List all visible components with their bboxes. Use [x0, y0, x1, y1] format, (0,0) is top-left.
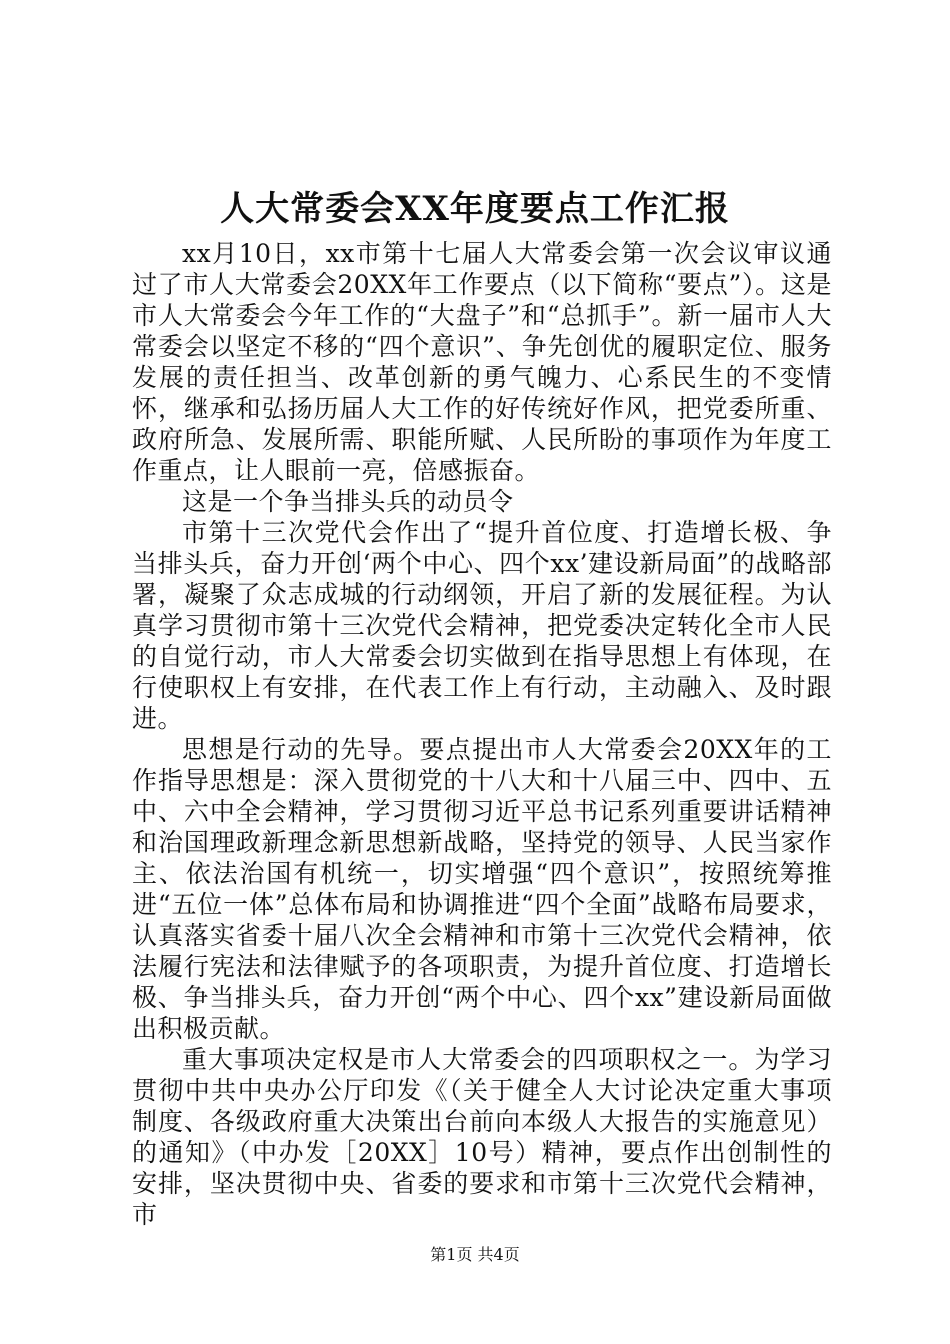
section-heading: 这是一个争当排头兵的动员令 — [182, 487, 514, 516]
page-footer: 第1页 共4页 — [430, 1245, 520, 1264]
paragraph: 思想是行动的先导。要点提出市人大常委会20XX年的工作指导思想是：深入贯彻党的十八大和十八届三中、四中、五中、六中全会精神，学习贯彻习近平总书记系列重要讲话精神和治国理政新理念新思想新战略，坚持党的领导、人民当家作主、依法治国有机统一，切实增强“四个意识”，按照统筹推进“五位一体”总体布局和协调推进“四个全面”战略布局要求，认真落实省委十届八次全会精神和市第十三次党代会精神，依法履行宪法和法律赋予的各项职责，为提升首位度、打造增长极、争当排头兵，奋力开创“两个中心、四个xx”建设新局面做出积极贡献。 — [132, 735, 832, 1043]
paragraph: 重大事项决定权是市人大常委会的四项职权之一。为学习贯彻中共中央办公厅印发《（关于健全人大讨论决定重大事项制度、各级政府重大决策出台前向本级人大报告的实施意见）的通知》（中办发［20XX］10号）精神，要点作出创制性的安排，坚决贯彻中央、省委的要求和市第十三次党代会精神，市 — [132, 1045, 832, 1229]
paragraph: 市第十三次党代会作出了“提升首位度、打造增长极、争当排头兵，奋力开创‘两个中心、四个xx’建设新局面”的战略部署，凝聚了众志成城的行动纲领，开启了新的发展征程。为认真学习贯彻市第十三次党代会精神，把党委决定转化全市人民的自觉行动，市人大常委会切实做到在指导思想上有体现，在行使职权上有安排，在代表工作上有行动，主动融入、及时跟进。 — [132, 518, 832, 733]
document-body — [132, 238, 832, 1230]
paragraph: xx月10日，xx市第十七届人大常委会第一次会议审议通过了市人大常委会20XX年工作要点（以下简称“要点”）。这是市人大常委会今年工作的“大盘子”和“总抓手”。新一届市人大常委会以坚定不移的“四个意识”、争先创优的履职定位、服务发展的责任担当、改革创新的勇气魄力、心系民生的不变情怀，继承和弘扬历届人大工作的好传统好作风，把党委所重、政府所急、发展所需、职能所赋、人民所盼的事项作为年度工作重点，让人眼前一亮，倍感振奋。 — [132, 239, 832, 485]
document-title: 人大常委会XX年度要点工作汇报 — [220, 189, 730, 229]
